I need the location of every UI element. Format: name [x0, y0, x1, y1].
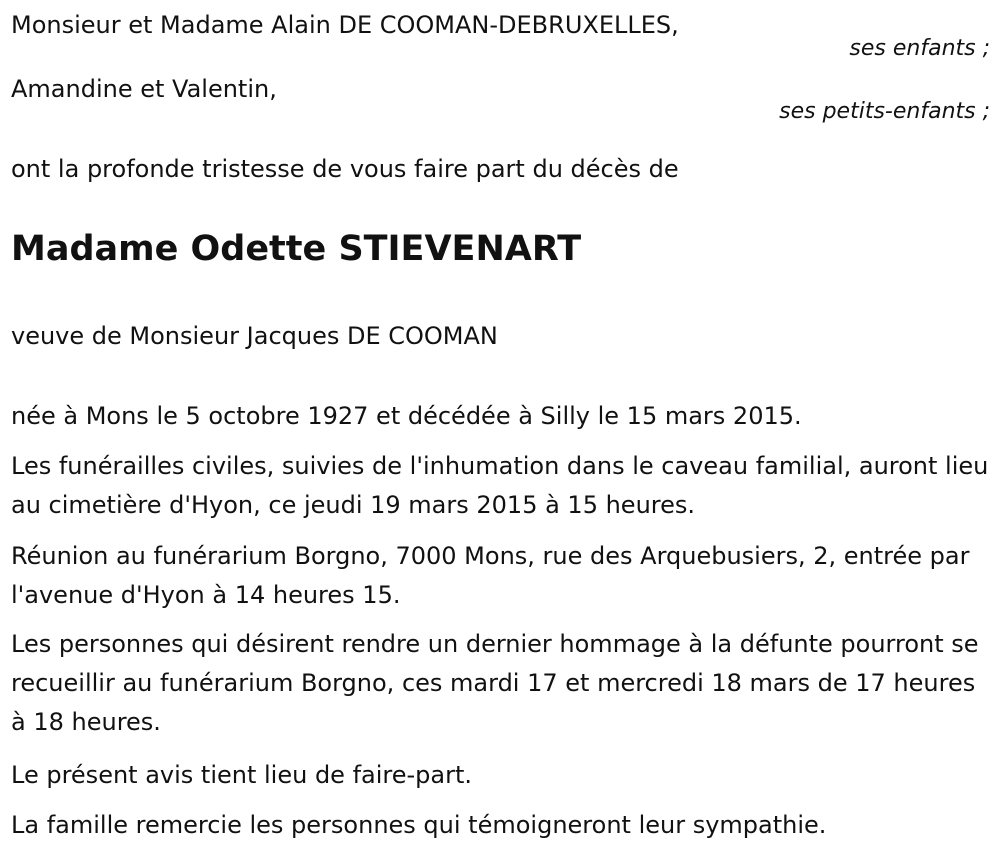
notice-statement: Le présent avis tient lieu de faire-part. — [11, 761, 473, 789]
visitation-paragraph: Les personnes qui désirent rendre un dernier hommage à la défunte pourront se recueillir au funérarium Borgno, ces mardi 17 et mercredi 18 mars de 17 heures à 18 heures. — [11, 630, 979, 736]
children-line: Monsieur et Madame Alain DE COOMAN-DEBRUXELLES, — [11, 11, 679, 39]
funeral-paragraph: Les funérailles civiles, suivies de l'inhumation dans le caveau familial, auront lieu au cimetière d'Hyon, ce jeudi 19 mars 2015 à 15 heures. — [11, 452, 989, 519]
announcement-line: ont la profonde tristesse de vous faire part du décès de — [11, 155, 679, 183]
grandchildren-role: ses petits-enfants ; — [779, 99, 990, 124]
grandchildren-line: Amandine et Valentin, — [11, 75, 277, 103]
meeting-paragraph: Réunion au funérarium Borgno, 7000 Mons, rue des Arquebusiers, 2, entrée par l'avenue d'Hyon à 14 heures 15. — [11, 542, 970, 609]
widow-of-line: veuve de Monsieur Jacques DE COOMAN — [11, 322, 498, 350]
deceased-name: Madame Odette STIEVENART — [11, 229, 582, 269]
thanks-line: La famille remercie les personnes qui témoigneront leur sympathie. — [11, 811, 827, 839]
children-role: ses enfants ; — [849, 36, 990, 61]
birth-death-line: née à Mons le 5 octobre 1927 et décédée à Silly le 15 mars 2015. — [11, 402, 802, 430]
